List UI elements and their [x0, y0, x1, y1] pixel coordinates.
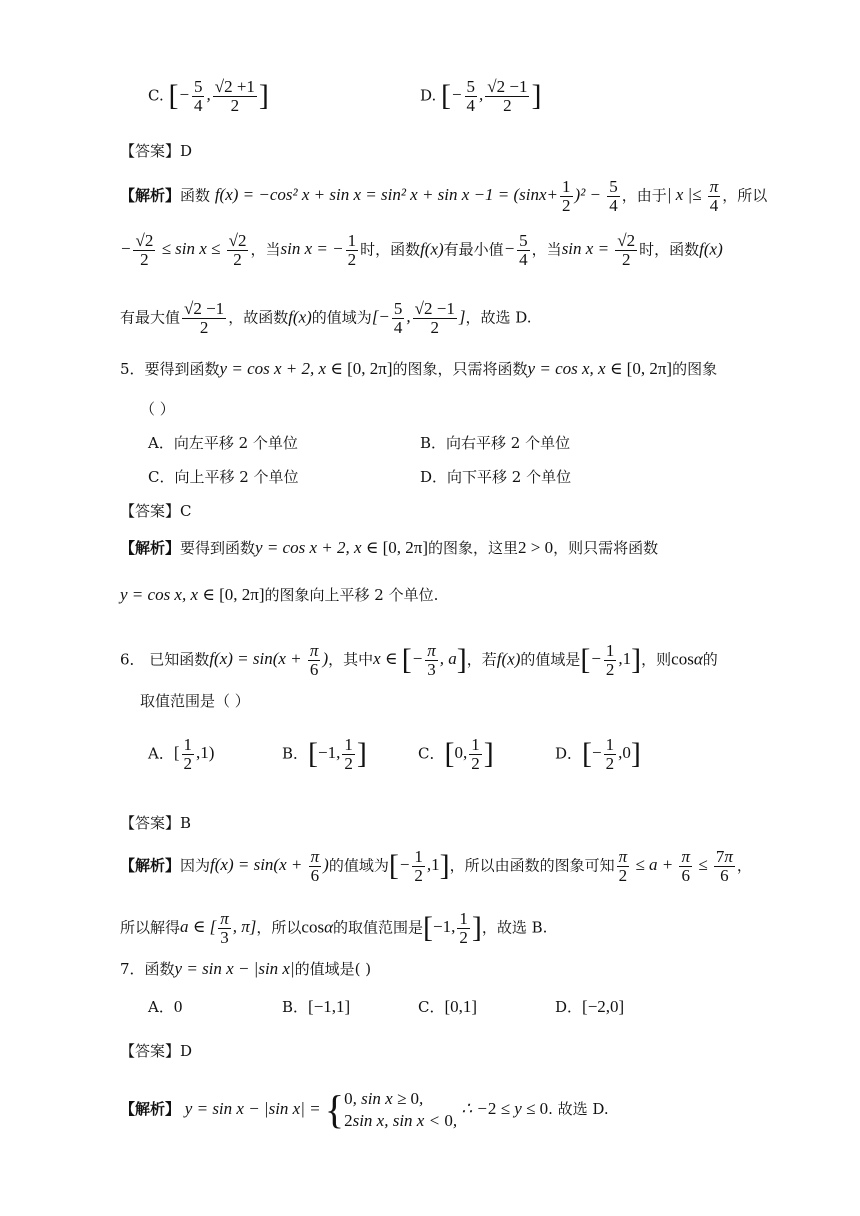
q7-option-d-math: [−2,0] — [582, 997, 625, 1016]
q6-option-c-math: [0, $\frac{1}{2}$ ] — [444, 735, 494, 773]
text: 有最小值 — [443, 240, 504, 259]
text: ，故选 D. — [465, 308, 532, 327]
option-label: C. — [148, 86, 164, 105]
text: 的值域为 — [311, 308, 372, 327]
q4-formula-11: [− $\frac{5}{4}$ , $\frac{√2 -1}{2}$ ] — [371, 299, 466, 337]
q4-formula-10: f(x) — [288, 307, 312, 327]
q7-stem — [120, 958, 750, 980]
q7-option-c-math: [0,1] — [444, 997, 478, 1016]
text: 的图象 — [672, 360, 718, 378]
q4-option-d-math: [− $\frac{5}{4}$ , $\frac{√2 -1}{2}$ ] — [441, 77, 542, 115]
q4-option-c-math: [− $\frac{5}{4}$ , $\frac{√2 +1}{2}$ ] — [168, 77, 269, 115]
q7-option-a-math: 0 — [173, 997, 183, 1016]
option-label: D. — [420, 86, 437, 105]
q6-formula-8: $\frac{\pi}{2}$ ≤ a + $\frac{\pi}{6}$ ≤ $\frac{7\pi}{6}$ — [618, 847, 733, 885]
text: 的 — [702, 650, 718, 669]
text: ，则 — [641, 650, 672, 669]
q6-formula-3: f(x) — [496, 649, 521, 669]
q5-formula-3: y = cos x + 2, x ∈ [0, 2π] — [255, 538, 429, 557]
q6-analysis-line2 — [120, 910, 750, 947]
text: . 故选 D. — [548, 1099, 609, 1118]
text: ，故函数 — [228, 308, 289, 327]
q5-formula-5: y = cos x, x ∈ [0, 2π] — [120, 585, 265, 604]
q4-formula-4: sin x = − $\frac{1}{2}$ — [280, 231, 357, 269]
analysis-label: 【解析】 — [120, 856, 181, 875]
q4-formula-5: f(x) — [420, 239, 444, 259]
option-label: C． — [418, 998, 445, 1016]
q7-analysis — [120, 1088, 750, 1132]
text: 的值域是( ) — [294, 960, 372, 978]
q6-analysis-line1: 【解析】因为f(x) = sin(x + $\frac{\pi}{6}$ )的值域为[− $\frac{1}{2}$ ,1]，所以由函数的图象可知 $\frac{\pi}{2}$ ≤ a + $\frac{\pi}{6}$ ≤ $\frac{7\pi}{6}$ ， — [120, 847, 752, 885]
q6-formula-7: [− $\frac{1}{2}$ ,1] — [388, 847, 450, 885]
q5-option-d: D．向下平移 2 个单位 — [420, 468, 572, 486]
q5-answer: 【答案】C — [120, 502, 192, 520]
text: ，若 — [466, 650, 497, 669]
option-label: B． — [282, 744, 309, 763]
text: ，所以由函数的图象可知 — [449, 856, 615, 875]
q4-formula-7: sin x = $\frac{√2}{2}$ — [561, 231, 636, 269]
q6-stem-line2: 取值范围是（ ） — [140, 692, 250, 710]
q6-answer: 【答案】B — [120, 814, 192, 832]
q7-formula-2: y = sin x − |sin x| = { 0, sin x ≥ 0, 2sin x, sin x < 0, ∴ −2 ≤ y ≤ 0 — [184, 1087, 549, 1132]
q4-formula-8: f(x) — [699, 239, 723, 259]
q6-formula-4: [− $\frac{1}{2}$ ,1] — [580, 641, 642, 679]
q4-analysis-line3 — [120, 300, 750, 337]
text: 的图象，这里 — [428, 539, 519, 557]
q6-option-b — [282, 736, 367, 773]
option-label: D． — [555, 998, 583, 1016]
analysis-label: 【解析】 — [120, 186, 181, 205]
q5-stem — [120, 358, 750, 380]
option-label: A． — [148, 744, 174, 763]
q6-formula-10: cosα — [301, 917, 334, 937]
q6-option-d — [555, 736, 641, 773]
q6-option-c — [418, 736, 494, 773]
q4-formula-9: $\frac{√2 -1}{2}$ — [184, 299, 225, 337]
option-label: C． — [418, 744, 445, 763]
q5-formula-4: 2 > 0 — [518, 538, 554, 557]
q4-formula-6: − $\frac{5}{4}$ — [503, 231, 528, 269]
text: 时，函数 — [360, 240, 421, 259]
q4-formula-3: − $\frac{√2}{2}$ ≤ sin x ≤ $\frac{√2}{2}$ — [120, 231, 247, 269]
option-label: D． — [555, 744, 583, 763]
text: 有最大值 — [120, 308, 181, 327]
text: ，则只需将函数 — [553, 539, 659, 557]
text: ，故选 B. — [481, 918, 548, 937]
q5-analysis-line2 — [120, 584, 750, 606]
option-label: B． — [282, 998, 309, 1016]
text: 函数 — [180, 186, 211, 205]
q4-answer: 【答案】D — [120, 142, 193, 160]
q5-option-b: B．向右平移 2 个单位 — [420, 434, 571, 452]
q6-formula-6: f(x) = sin(x + $\frac{\pi}{6}$ ) — [210, 847, 329, 885]
q6-formula-9: a ∈ [ $\frac{\pi}{3}$ , π] — [180, 909, 257, 947]
option-label: A． — [148, 998, 174, 1016]
q6-stem — [120, 642, 750, 679]
q6-option-a-math: [ $\frac{1}{2}$ ,1) — [173, 735, 215, 773]
q6-option-b-math: [−1, $\frac{1}{2}$ ] — [308, 735, 367, 773]
q6-formula-1: f(x) = sin(x + $\frac{\pi}{6}$ ) — [209, 641, 329, 679]
analysis-label: 【解析】 — [120, 1099, 181, 1118]
q4-option-d — [420, 78, 541, 115]
text: 的值域为 — [328, 856, 389, 875]
q5-paren: （ ） — [140, 400, 175, 418]
text: ，其中 — [328, 650, 374, 669]
analysis-label: 【解析】 — [120, 539, 181, 557]
q7-option-c — [418, 996, 477, 1018]
q7-answer: 【答案】D — [120, 1042, 193, 1060]
text: ，当 — [531, 240, 562, 259]
q7-option-b-math: [−1,1] — [308, 997, 351, 1016]
q4-analysis-line2 — [120, 232, 750, 269]
text: 的图象向上平移 2 个单位. — [264, 586, 439, 604]
q7-option-d — [555, 996, 624, 1018]
q7-option-a — [148, 996, 182, 1018]
text: 的图象，只需将函数 — [392, 360, 528, 378]
text: ，当 — [250, 240, 281, 259]
text: 6． 已知函数 — [120, 650, 210, 669]
text: 因为 — [180, 856, 211, 875]
text: 7．函数 — [120, 960, 175, 978]
q5-option-a: A．向左平移 2 个单位 — [148, 434, 298, 452]
text: ，所以 — [256, 918, 302, 937]
text: 的值域是 — [520, 650, 581, 669]
q7-formula-1: y = sin x − |sin x| — [174, 959, 295, 978]
q5-formula-1: y = cos x + 2, x ∈ [0, 2π] — [219, 359, 393, 378]
q4-analysis-line1 — [120, 177, 768, 215]
q5-option-c: C．向上平移 2 个单位 — [148, 468, 299, 486]
text: 要得到函数 — [180, 539, 256, 557]
q5-formula-2: y = cos x, x ∈ [0, 2π] — [527, 359, 673, 378]
text: ，所以 — [722, 186, 768, 205]
q6-option-a — [148, 736, 214, 773]
text: ，由于 — [621, 186, 667, 205]
q4-formula-2: | x |≤ $\frac{\pi}{4}$ — [666, 177, 719, 215]
q6-formula-11: [−1, $\frac{1}{2}$ ] — [423, 909, 482, 947]
text: 5．要得到函数 — [120, 360, 220, 378]
text: 的取值范围是 — [333, 918, 424, 937]
text: 所以解得 — [120, 918, 181, 937]
q6-formula-5: cosα — [671, 649, 703, 669]
q6-formula-2: x ∈ [− $\frac{\pi}{3}$ , a] — [373, 641, 467, 679]
q4-option-c — [148, 78, 269, 115]
q7-option-b — [282, 996, 350, 1018]
q6-option-d-math: [− $\frac{1}{2}$ ,0] — [582, 735, 641, 773]
q5-analysis-line1 — [120, 537, 750, 559]
text: 时，函数 — [639, 240, 700, 259]
q4-formula-1: f(x) = −cos² x + sin x = sin² x + sin x −1 = (sinx+ $\frac{1}{2}$ )² − $\frac{5}{4}$ — [214, 177, 618, 215]
